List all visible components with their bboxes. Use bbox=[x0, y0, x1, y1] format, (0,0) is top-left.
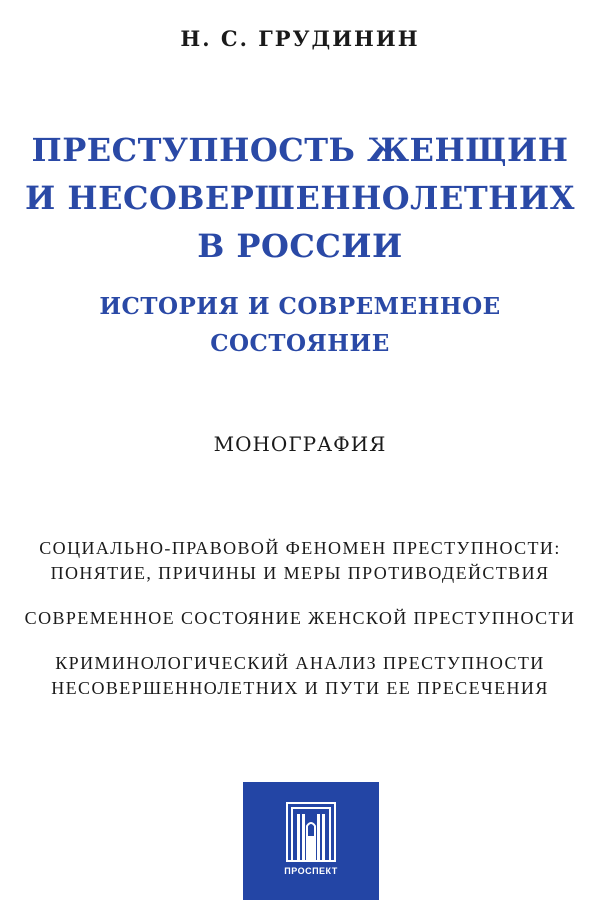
publisher-name: ПРОСПЕКТ bbox=[284, 866, 338, 876]
topic-item bbox=[0, 606, 600, 631]
subtitle-line: ИСТОРИЯ И СОВРЕМЕННОЕ bbox=[99, 293, 501, 320]
title-line: И НЕСОВЕРШЕННОЛЕТНИХ bbox=[25, 179, 575, 217]
topic-line: СОЦИАЛЬНО-ПРАВОВОЙ ФЕНОМЕН ПРЕСТУПНОСТИ: bbox=[39, 538, 561, 558]
topics-list bbox=[0, 536, 600, 721]
topic-line: ПОНЯТИЕ, ПРИЧИНЫ И МЕРЫ ПРОТИВОДЕЙСТВИЯ bbox=[50, 563, 550, 583]
topic-item bbox=[0, 651, 600, 701]
publisher-logo bbox=[243, 782, 379, 900]
building-arch-icon bbox=[286, 802, 336, 862]
genre-label: МОНОГРАФИЯ bbox=[213, 432, 387, 456]
title-line: ПРЕСТУПНОСТЬ ЖЕНЩИН bbox=[31, 131, 569, 169]
book-title bbox=[0, 126, 600, 270]
topic-line: СОВРЕМЕННОЕ СОСТОЯНИЕ ЖЕНСКОЙ ПРЕСТУПНОСТИ bbox=[24, 608, 576, 628]
topic-line: НЕСОВЕРШЕННОЛЕТНИХ И ПУТИ ЕЕ ПРЕСЕЧЕНИЯ bbox=[51, 678, 549, 698]
subtitle-line: СОСТОЯНИЕ bbox=[210, 330, 390, 357]
topic-item bbox=[0, 536, 600, 586]
author-name: Н. С. ГРУДИНИН bbox=[180, 26, 420, 51]
topic-line: КРИМИНОЛОГИЧЕСКИЙ АНАЛИЗ ПРЕСТУПНОСТИ bbox=[55, 653, 545, 673]
book-subtitle bbox=[0, 288, 600, 362]
title-line: В РОССИИ bbox=[197, 227, 403, 265]
